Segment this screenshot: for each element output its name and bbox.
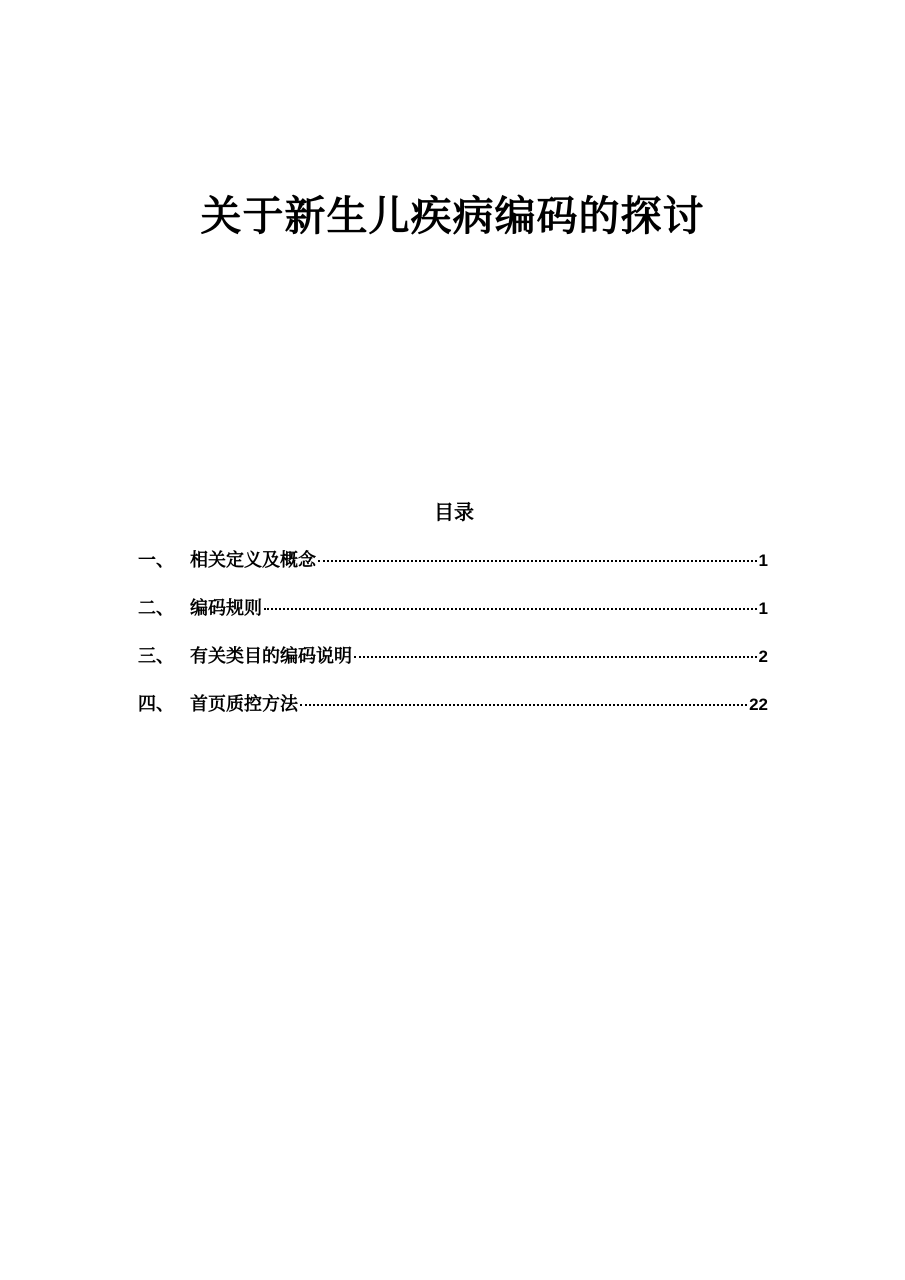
toc-heading: 目录 [434, 500, 474, 524]
toc-entry[interactable] [138, 642, 768, 690]
toc-entry-number: 一、 [138, 550, 174, 571]
toc-entry[interactable] [138, 690, 768, 738]
toc-entry-number: 三、 [138, 646, 174, 667]
toc-entry[interactable] [138, 546, 768, 594]
toc-entry-label: 首页质控方法 [190, 694, 298, 715]
toc-dot-leader [300, 704, 747, 706]
table-of-contents [138, 496, 768, 738]
toc-entry-label: 有关类目的编码说明 [190, 646, 352, 667]
document-title: 关于新生儿疾病编码的探讨 [200, 192, 705, 240]
toc-entry-label: 相关定义及概念 [190, 550, 316, 571]
toc-entry-page: 1 [758, 551, 768, 570]
toc-entry-page: 22 [749, 695, 768, 714]
toc-entry-number: 四、 [138, 694, 174, 715]
toc-dot-leader [318, 560, 757, 562]
toc-dot-leader [264, 608, 757, 610]
toc-entry-label: 编码规则 [190, 598, 262, 619]
toc-entry[interactable] [138, 594, 768, 642]
toc-entry-page: 2 [758, 647, 768, 666]
toc-dot-leader [354, 656, 757, 658]
toc-entry-page: 1 [758, 599, 768, 618]
toc-entry-number: 二、 [138, 598, 174, 619]
